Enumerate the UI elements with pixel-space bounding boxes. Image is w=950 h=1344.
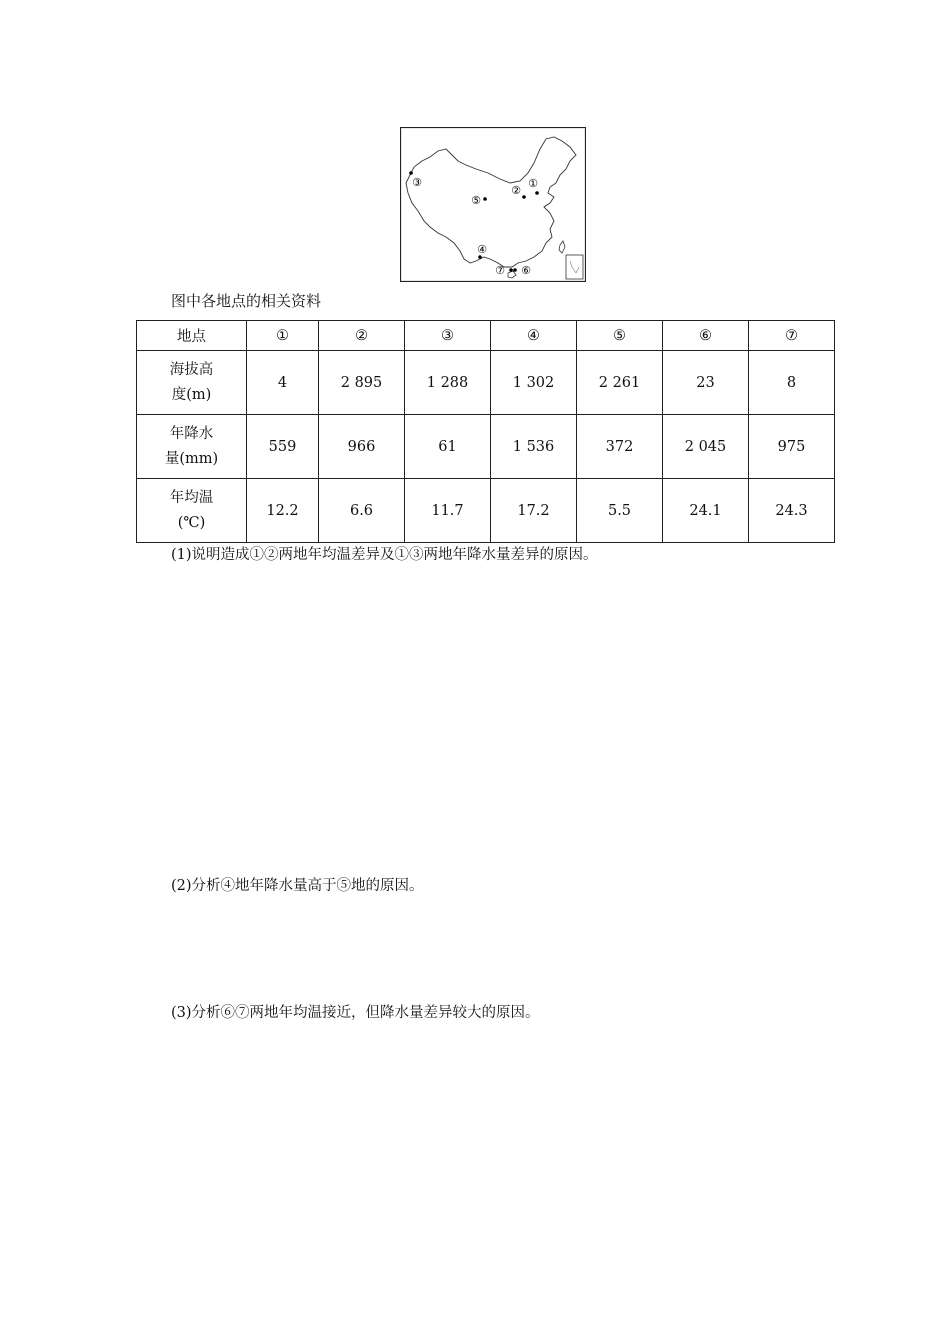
table-row-temperature [137,479,835,543]
site-5-dot [483,197,487,201]
table-cell: 559 [247,415,319,479]
table-cell: 12.2 [247,479,319,543]
site-data-table [136,320,835,543]
header-cell: ④ [491,321,577,351]
table-cell: 1 288 [405,351,491,415]
site-7-dot [509,268,513,272]
table-cell: 4 [247,351,319,415]
table-row-elevation [137,351,835,415]
site-3-label: ③ [412,176,422,189]
table-cell: 1 536 [491,415,577,479]
site-1-dot [535,191,539,195]
question-1: (1)说明造成①②两地年均温差异及①③两地年降水量差异的原因。 [171,547,598,563]
site-2-dot [522,195,526,199]
table-caption: 图中各地点的相关资料 [171,292,322,310]
table-cell: 5.5 [577,479,663,543]
table-cell: 8 [749,351,835,415]
row-label-line: (℃) [177,514,206,531]
table-cell: 372 [577,415,663,479]
header-cell: ⑦ [749,321,835,351]
china-map-figure [400,127,586,282]
table-cell: 975 [749,415,835,479]
row-label-line: 量(mm) [164,450,219,467]
table-cell: 23 [663,351,749,415]
site-1-label: ① [528,177,538,190]
table-cell: 2 045 [663,415,749,479]
table-cell: 2 261 [577,351,663,415]
site-3-dot [409,171,413,175]
header-cell: ⑥ [663,321,749,351]
table-cell: 1 302 [491,351,577,415]
site-6-label: ⑥ [521,264,531,277]
table-cell: 61 [405,415,491,479]
header-cell: ③ [405,321,491,351]
table-cell: 6.6 [319,479,405,543]
table-cell: 966 [319,415,405,479]
row-label-cell [137,415,247,479]
row-label-cell [137,351,247,415]
table-cell: 11.7 [405,479,491,543]
header-cell: ② [319,321,405,351]
site-7-label: ⑦ [495,264,505,277]
question-3: (3)分析⑥⑦两地年均温接近，但降水量差异较大的原因。 [171,1005,540,1021]
header-cell: ⑤ [577,321,663,351]
table-cell: 2 895 [319,351,405,415]
row-label-line: 度(m) [171,386,212,403]
row-label-cell [137,479,247,543]
row-label-line: 年均温 [169,489,214,506]
table-cell: 17.2 [491,479,577,543]
south-china-sea-inset [566,255,583,279]
row-label-line: 海拔高 [169,361,214,378]
row-label-line: 年降水 [169,425,214,442]
table-header-row [137,321,835,351]
map-frame [401,128,586,282]
header-cell: ① [247,321,319,351]
table-cell: 24.3 [749,479,835,543]
table-row-precipitation [137,415,835,479]
site-5-label: ⑤ [471,194,481,207]
header-label-cell: 地点 [137,321,247,351]
table-cell: 24.1 [663,479,749,543]
site-4-label: ④ [477,243,487,256]
china-map [400,127,586,282]
site-6-dot [513,268,517,272]
question-2: (2)分析④地年降水量高于⑤地的原因。 [171,878,424,894]
site-2-label: ② [511,184,521,197]
